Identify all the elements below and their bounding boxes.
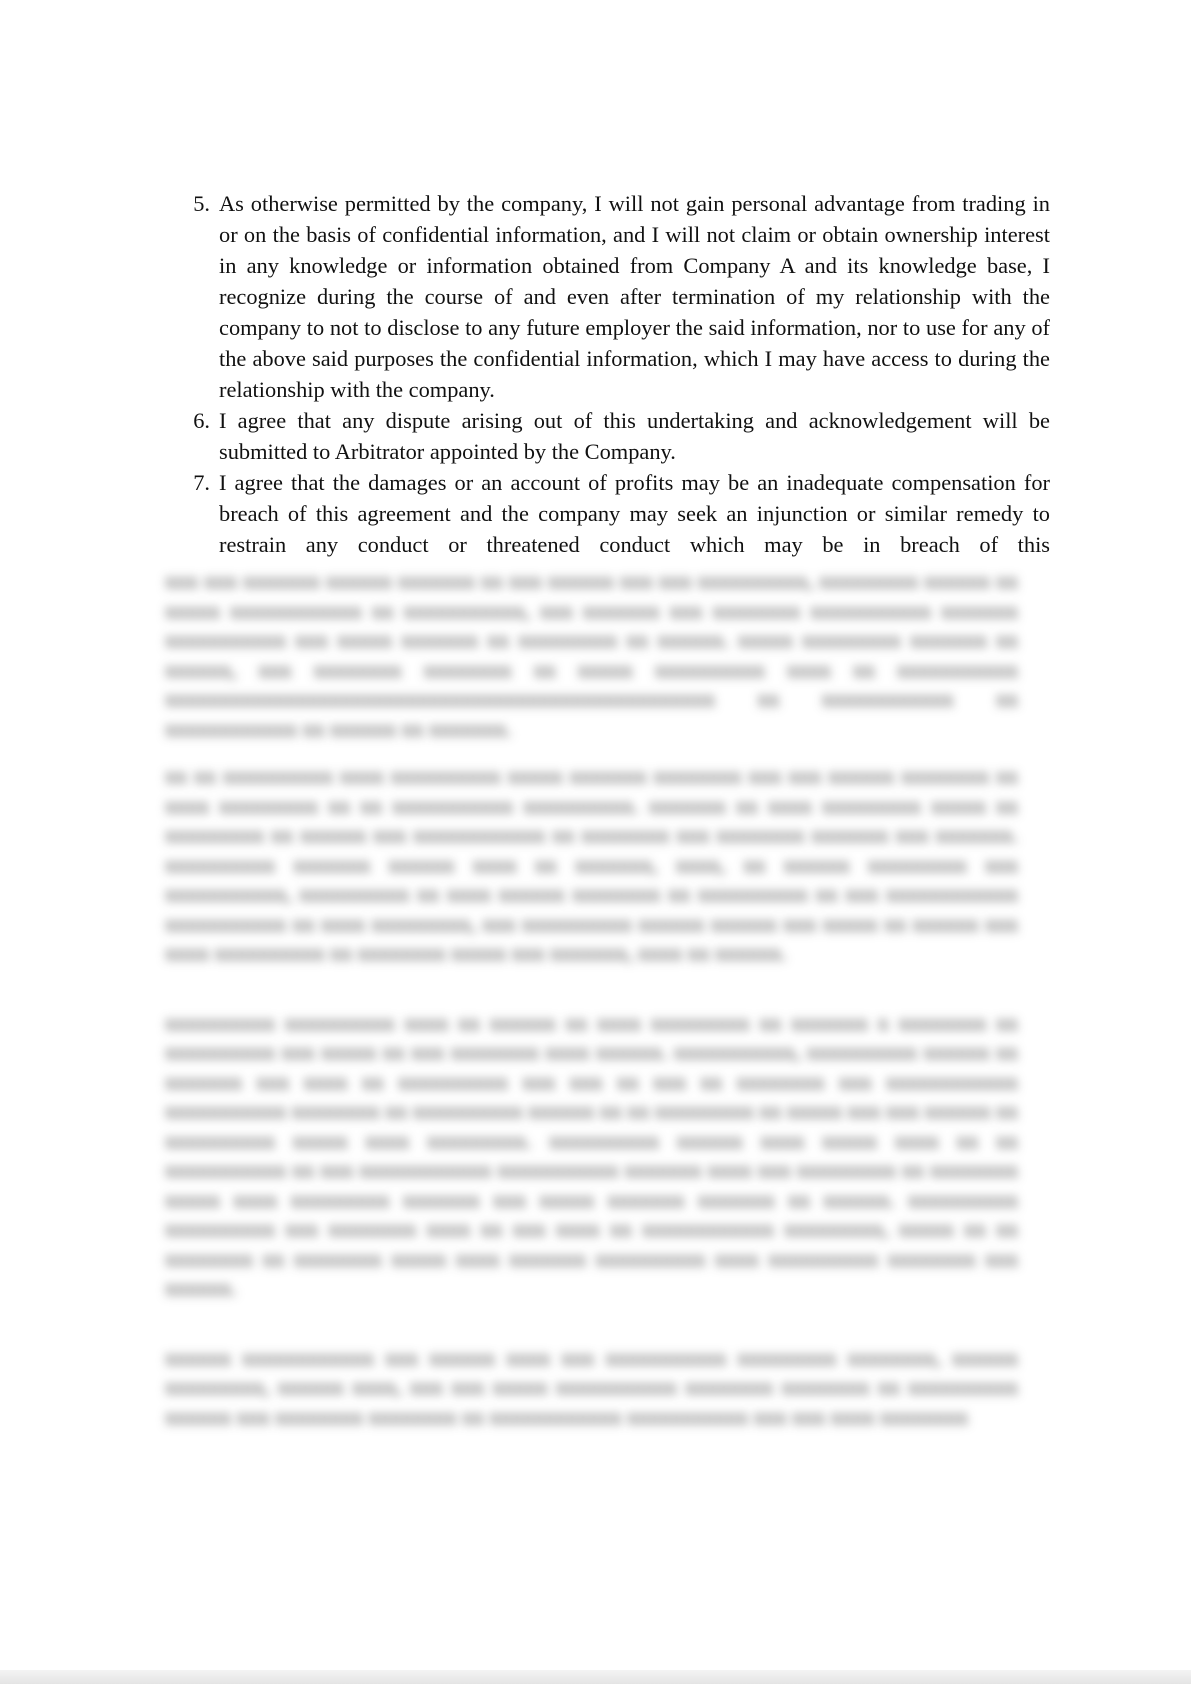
blurred-paragraph: xx xx xxxxxxxxxx xxxx xxxxxxxxxx xxxxx xxxxxxx xxxxxxxx xxx xxx xxxxxx xxxxxxxx xx xxxx xxxxxxxxx xx xx xxxxxxxxxxx xxxxxxxxxx. xxxxxxx xx xxxx xxxxxxxxx xxxxx xx xxxxxxxxx xx xxxxxx xxx xxxxxxxxxxxx xx xxxxxxxx xxx xxxxxxxx xxxxxxx xxx xxxxxxx. xxxxxxxxxx xxxxxxx xxxxxx xxxx xx xxxxxxx, xxxx, xx xxxxxx xxxxxxxxx xxx xxxxxxxxxxx, xxxxxxxxxx xx xxxx xxxxxx xxxxxxxx xx xxxxxxxxxx xx xxx xxxxxxxxxxxx xxxxxxxxxxx xx xxxx xxxxxxxxx, xxx xxxxxxxxxx xxxxxx xxxxxx xxx xxxxx xx xxxxxx xxx xxxx xxxxxxxxxx xx xxxxxxxx xxxxx xxx xxxxxxx, xxxx xx xxxxxx. (165, 763, 1018, 965)
blurred-paragraph: xxxxxxxxxx xxxxxxxxxx xxxx xx xxxxxx xx xxxx xxxxxxxxx xx xxxxxxx x xxxxxxxx xx xxxxxxxxxx xxx xxxxx xx xxx xxxxxxxx xxxx xxxxxx. xxxxxxxxxxx, xxxxxxxxxx xxxxxx xx xxxxxxx xxx xxxx xx xxxxxxxxxx xxx xxx xx xxx xx xxxxxxxx xxx xxxxxxxxxxxx xxxxxxxxxxx xxxxxxxx xx xxxxxxxxxx xxxxxx xx xx xxxxxxxxx xx xxxxx xxx xxx xxxxxx xx xxxxxxxxxx xxxxx xxxx xxxxxxxxx. xxxxxxxxxx xxxxxx xxxx xxxxx xxxx xx xx xxxxxxxxxxx xx xxx xxxxxxxxxxxx xxxxxxxxxxx xxxxxxx xxxx xxx xxxxxxxxx xx xxxxxxxx xxxxx xxxx xxxxxxxxx xxxxxxx xxx xxxxx xxxxxxx xxxxxxx xx xxxxxx. xxxxxxxxxx xxxxxxxxxx xxx xxxxxxxx xxxx xx xxx xxxx xx xxxxxxxxxxxx xxxxxxxxx, xxxxx xx xx xxxxxxxx xx xxxxxxxx xxxxx xxxx xxxxxxx xxxxxxxxxx xxxx xxxxxxxxxx xxxxxxxx xxx xxxxxx. (165, 1009, 1018, 1300)
list-item-number: 7. (193, 470, 210, 495)
blurred-preview-content (165, 566, 1018, 1431)
list-item-text: As otherwise permitted by the company, I will not gain personal advantage from trading in or on the basis of confidential information, and I will not claim or obtain ownership interest in any knowledge or information obtained from Company A and its knowledge base, I recognize during the course of and even after termination of my relationship with the company to not to disclose to any future employer the said information, nor to use for any of the above said purposes the confidential information, which I may have access to during the relationship with the company. (219, 191, 1050, 402)
blurred-paragraph: xxxxxx xxxxxxxxxxxx xxx xxxxxx xxxx xxx xxxxxxxxxxx xxxxxxxxx xxxxxxxx, xxxxxx xxxxxxxxx, xxxxxx xxxx, xxx xxx xxxxx xxxxxxxxxxx xxxxxxxx xxxxxxxx xx xxxxxxxxxx xxxxxx xxx xxxxxxxx xxxxxxxx xx xxxxxxxxxxxx xxxxxxxxxxx xxx xxx xxxx xxxxxxxx (165, 1344, 1018, 1429)
numbered-list (165, 188, 1050, 560)
list-item (165, 405, 1050, 467)
list-item (165, 188, 1050, 405)
list-item-number: 5. (193, 191, 210, 216)
list-item-text: I agree that any dispute arising out of this undertaking and acknowledgement will be submitted to Arbitrator appointed by the Company. (219, 408, 1050, 464)
blurred-paragraph: xxx xxx xxxxxxx xxxxxx xxxxxxx xx xxx xxxxxx xxx xxx xxxxxxxxxx, xxxxxxxxx xxxxxx xx xxxxx xxxxxxxxxxxx xx xxxxxxxxxxx, xxx xxxxxxx xxx xxxxxxxx xxxxxxxxxxx xxxxxxx xxxxxxxxxxx xxx xxxxx xxxxxxx xx xxxxxxxxx xx xxxxxx. xxxxx xxxxxxxxx xxxxxxx xx xxxxxx, xxx xxxxxxxx xxxxxxxx xx xxxxx xxxxxxxxxx xxxx xx xxxxxxxxxxx xxxxxxxxxxxxxxxxxxxxxxxxxxxxxxxxxxxxxxxxxxxxxxxxxx xx xxxxxxxxxxxx xx xxxxxxxxxxxx xx xxxxxx xx xxxxxxx. (165, 568, 1018, 741)
list-item-text: I agree that the damages or an account of profits may be an inadequate compensation for breach of this agreement and the company may seek an injunction or similar remedy to restrain any conduct or threatened conduct which may be in breach of this (219, 470, 1050, 557)
list-item-number: 6. (193, 408, 210, 433)
page-bottom-edge (0, 1670, 1191, 1684)
list-item (165, 467, 1050, 560)
